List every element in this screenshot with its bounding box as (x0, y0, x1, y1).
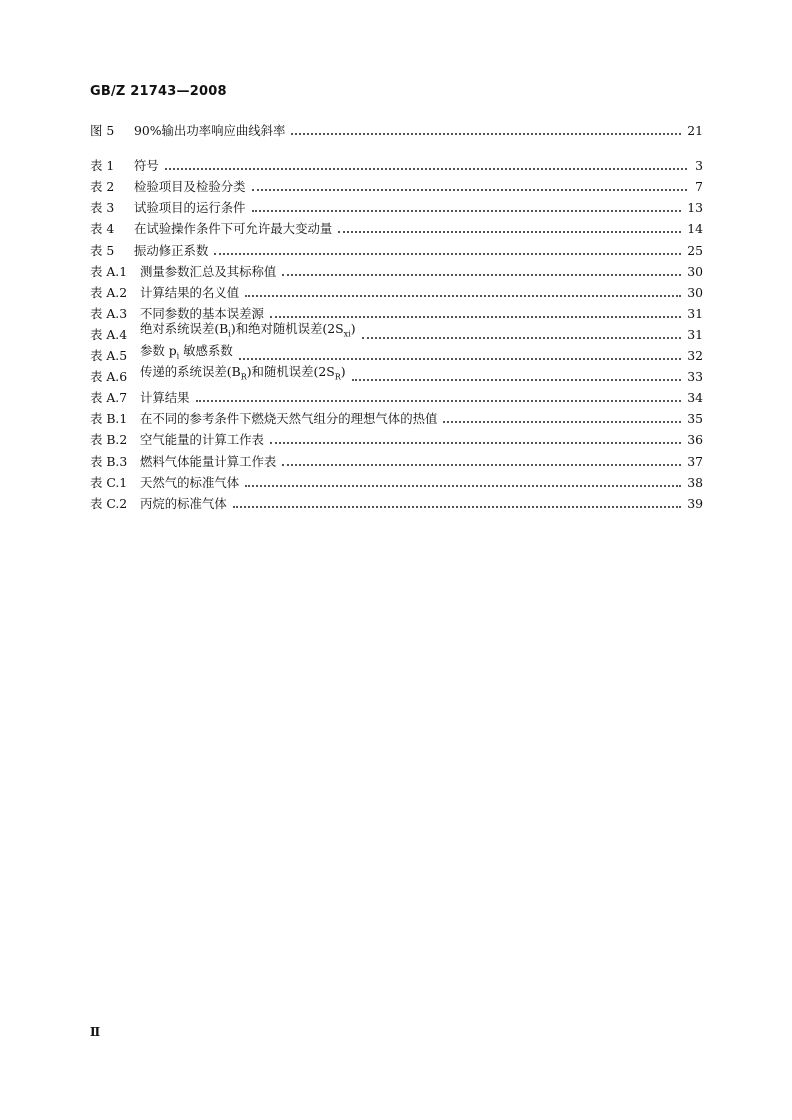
entry-label: 表 B.1 (90, 411, 128, 427)
entry-label: 表 4 (90, 221, 115, 237)
entry-page: 32 (687, 348, 703, 364)
toc-entry-figure-5[interactable] (90, 118, 703, 139)
dot-leader (245, 295, 681, 297)
entry-label: 表 B.3 (90, 453, 128, 469)
entry-title: 检验项目及检验分类 (134, 179, 246, 195)
dot-leader (239, 358, 681, 360)
entry-label: 表 1 (90, 158, 115, 174)
dot-leader (245, 485, 681, 487)
dot-leader (443, 421, 681, 423)
entry-label: 表 A.1 (90, 263, 128, 279)
toc-entry-table-a7[interactable] (90, 385, 703, 406)
entry-page: 7 (695, 179, 703, 195)
dot-leader (165, 168, 687, 170)
dot-leader (352, 379, 682, 381)
entry-page: 34 (687, 390, 703, 406)
entry-label: 表 A.5 (90, 348, 128, 364)
dot-leader (338, 231, 681, 233)
entry-title: 传递的系统误差$(B_R)$和随机误差$(2S_R)$ (140, 363, 346, 382)
entry-label: 表 A.3 (90, 305, 128, 321)
dot-leader (270, 316, 681, 318)
section-gap (90, 139, 703, 153)
entry-label: 表 B.2 (90, 432, 128, 448)
entry-label: 表 A.7 (90, 390, 128, 406)
dot-leader (291, 133, 681, 135)
entry-title: 在试验操作条件下可允许最大变动量 (134, 221, 333, 237)
entry-label: 表 2 (90, 179, 115, 195)
toc-entry-table-a5[interactable] (90, 343, 703, 364)
dot-leader (252, 189, 687, 191)
entry-label: 表 C.1 (90, 474, 128, 490)
entry-label: 表 3 (90, 200, 115, 216)
dot-leader (362, 337, 682, 339)
entry-title: 计算结果的名义值 (140, 284, 240, 300)
entry-title: 绝对系统误差$(B_i)$和绝对随机误差$(2S_{xi})$ (140, 321, 356, 339)
page-number: Ⅱ (90, 1025, 101, 1039)
dot-leader (270, 442, 681, 444)
entry-title: 空气能量的计算工作表 (140, 432, 264, 448)
toc-entry-table-a2[interactable] (90, 280, 703, 301)
toc-entry-table-b1[interactable] (90, 406, 703, 427)
dot-leader (252, 210, 682, 212)
entry-title: 在不同的参考条件下燃烧天然气组分的理想气体的热值 (140, 411, 438, 427)
entry-title: 试验项目的运行条件 (134, 200, 246, 216)
dot-leader (233, 506, 681, 508)
entry-label: 表 5 (90, 242, 115, 258)
entry-page: 31 (687, 326, 703, 342)
toc-entry-table-c2[interactable] (90, 491, 703, 512)
entry-label: 表 A.6 (90, 369, 128, 385)
entry-page: 30 (687, 263, 703, 279)
entry-page: 30 (687, 284, 703, 300)
toc-entry-table-a3[interactable] (90, 301, 703, 322)
entry-title: 天然气的标准气体 (140, 474, 240, 490)
dot-leader (196, 400, 682, 402)
entry-title: 参数 $p_i$ 敏感系数 (140, 342, 233, 361)
entry-page: 21 (687, 123, 703, 139)
entry-title: 90%输出功率响应曲线斜率 (134, 123, 286, 139)
toc-entry-table-5[interactable] (90, 237, 703, 258)
entry-page: 14 (687, 221, 703, 237)
entry-page: 3 (695, 158, 703, 174)
toc-entry-table-4[interactable] (90, 216, 703, 237)
entry-label: 表 A.4 (90, 326, 128, 342)
entry-page: 36 (687, 432, 703, 448)
entry-page: 38 (687, 474, 703, 490)
entry-title: 燃料气体能量计算工作表 (140, 453, 277, 469)
toc-entry-table-c1[interactable] (90, 470, 703, 491)
entry-page: 31 (687, 305, 703, 321)
dot-leader (282, 464, 681, 466)
entry-title: 振动修正系数 (134, 242, 209, 258)
entry-title: 计算结果 (140, 390, 190, 406)
toc-entry-table-1[interactable] (90, 153, 703, 174)
entry-title: 不同参数的基本误差源 (140, 305, 264, 321)
entry-label: 表 A.2 (90, 284, 128, 300)
entry-label: 表 C.2 (90, 495, 128, 511)
entry-page: 35 (687, 411, 703, 427)
toc-entry-table-3[interactable] (90, 195, 703, 216)
entry-page: 39 (687, 495, 703, 511)
dot-leader (282, 274, 681, 276)
toc-entry-table-a4[interactable] (90, 322, 703, 343)
entry-page: 33 (687, 369, 703, 385)
toc-entry-table-2[interactable] (90, 174, 703, 195)
list-of-figures-and-tables (90, 118, 703, 512)
entry-title: 丙烷的标准气体 (140, 495, 227, 511)
entry-label: 图 5 (90, 123, 115, 139)
entry-title: 符号 (134, 158, 159, 174)
entry-page: 13 (687, 200, 703, 216)
entry-page: 37 (687, 453, 703, 469)
dot-leader (214, 253, 681, 255)
entry-page: 25 (687, 242, 703, 258)
toc-entry-table-a1[interactable] (90, 259, 703, 280)
entry-title: 测量参数汇总及其标称值 (140, 263, 277, 279)
toc-entry-table-a6[interactable] (90, 364, 703, 385)
standard-code: GB/Z 21743—2008 (90, 84, 227, 99)
toc-entry-table-b3[interactable] (90, 448, 703, 469)
toc-entry-table-b2[interactable] (90, 427, 703, 448)
